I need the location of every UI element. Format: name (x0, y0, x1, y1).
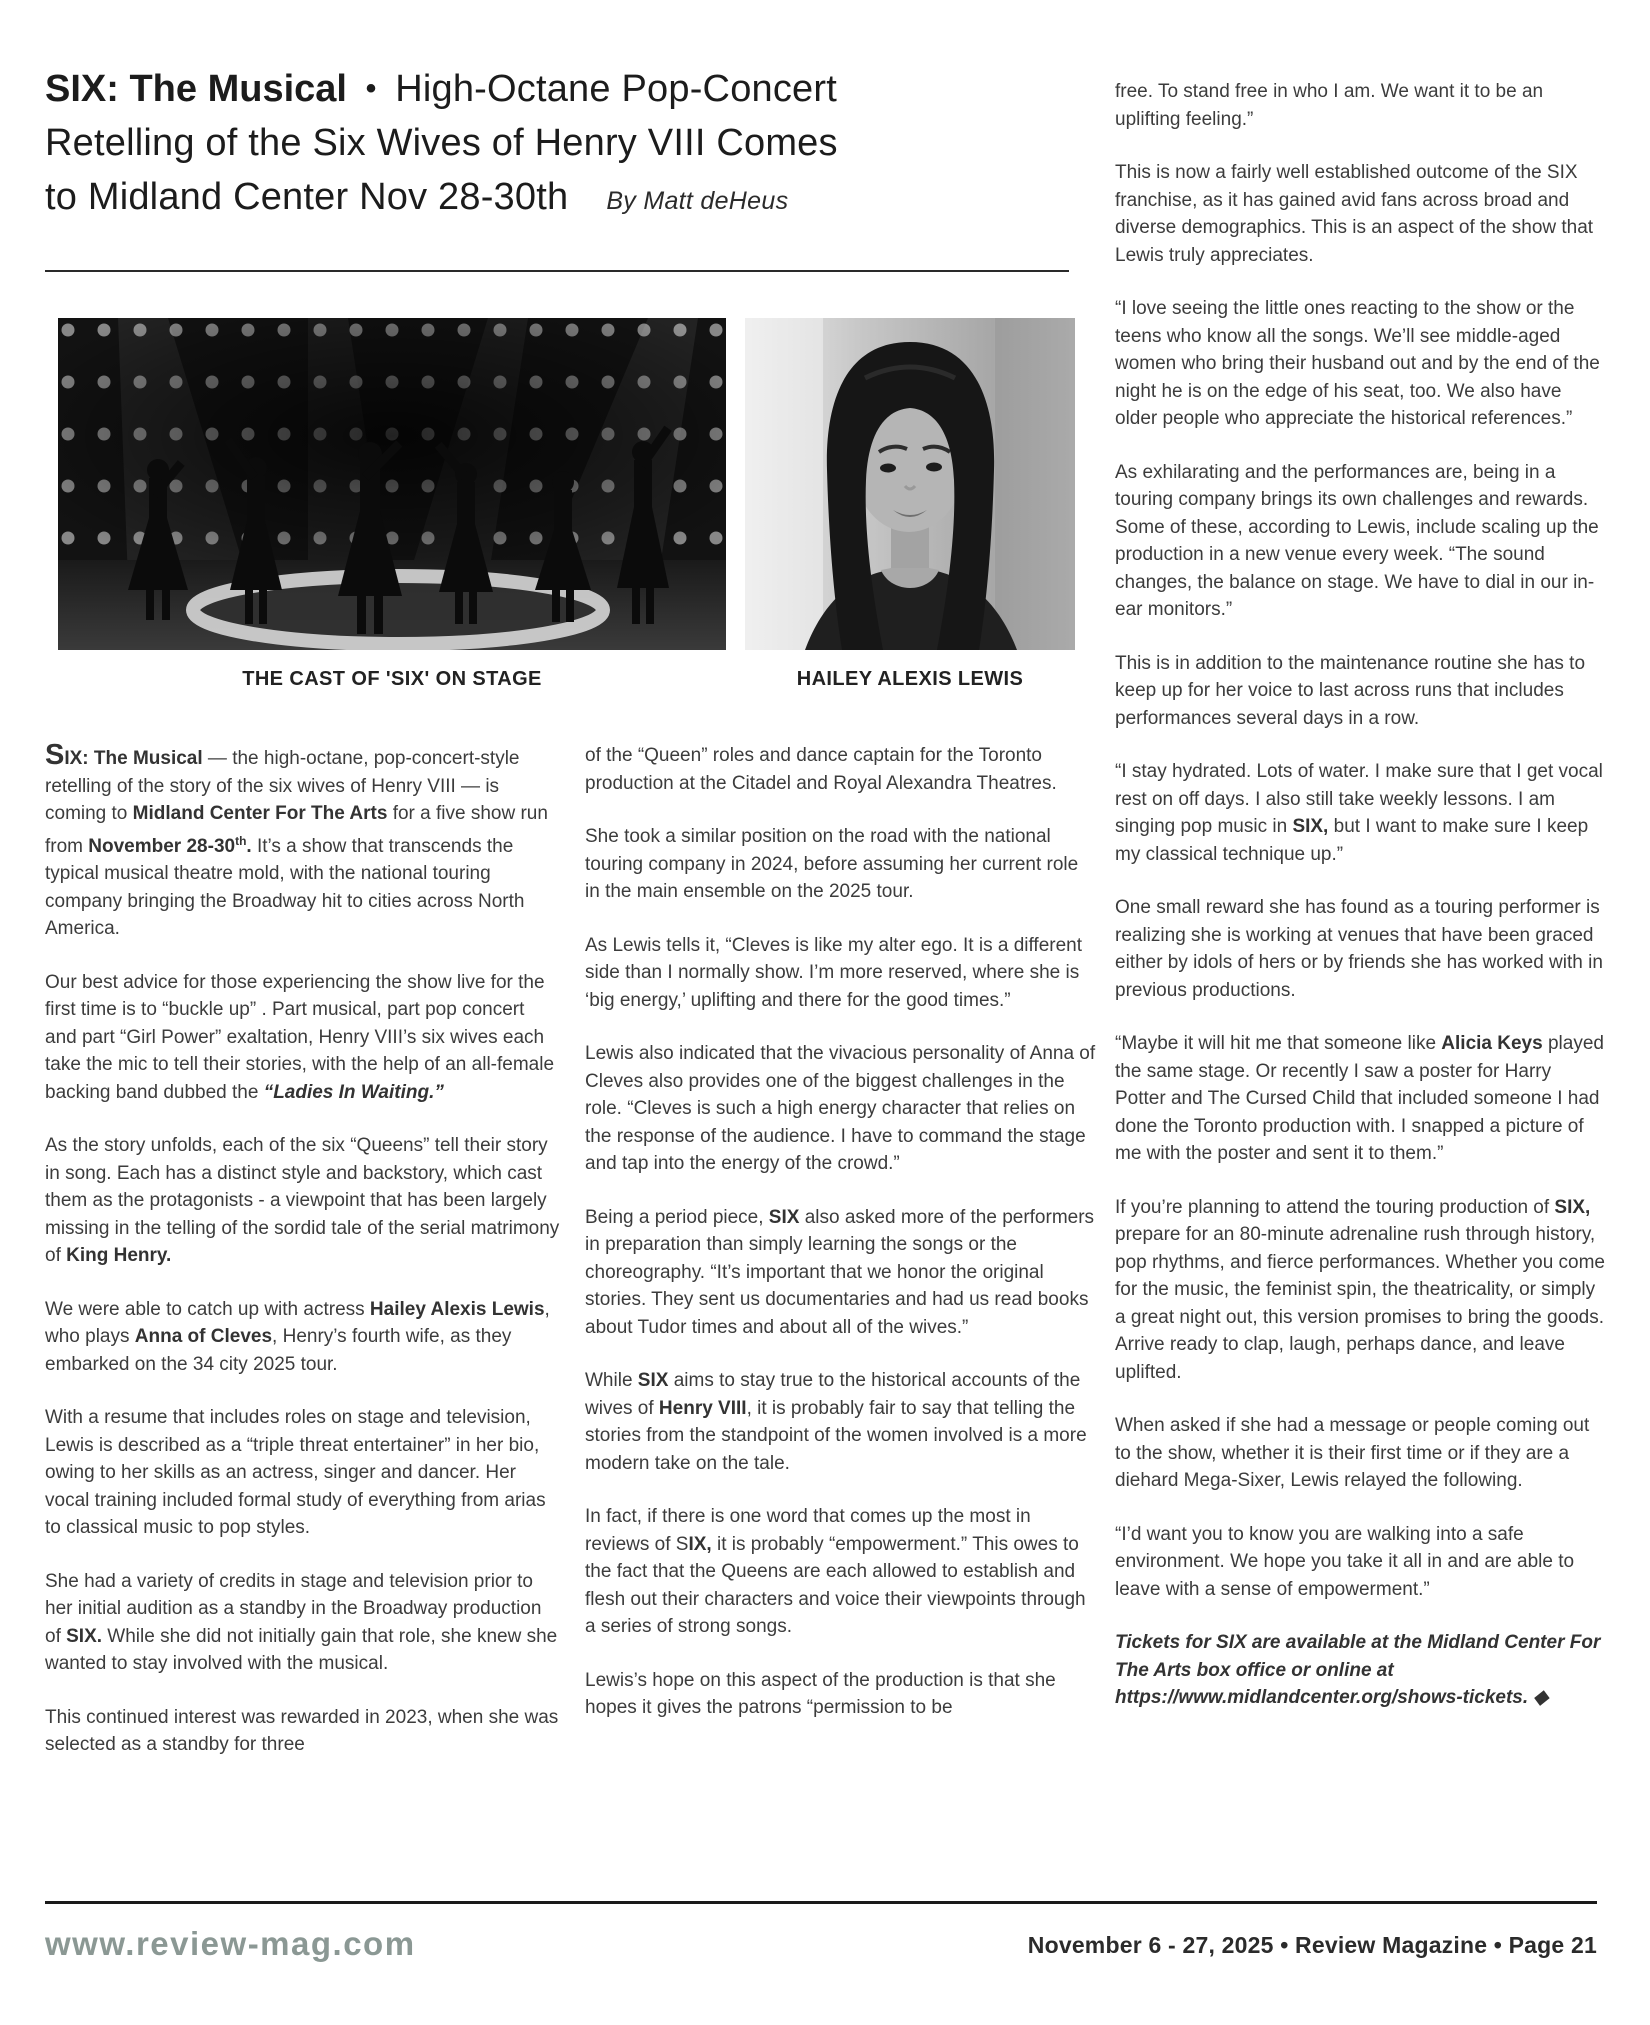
title-show-name: SIX: The Musical (45, 68, 347, 110)
text-run: Lewis also indicated that the vivacious personality of Anna of Cleves also provides one of the biggest challenges in the role. “Cleves is such a high energy character that relies on the response of the audience. I have to command the stage and tap into the energy of the crowd.” (585, 1043, 1096, 1174)
text-run: IX: The Musical (64, 748, 203, 769)
text-run: One small reward she has found as a touring performer is realizing she is working at venues that have been graced either by idols of hers or by friends she has worked with in previous productions. (1115, 897, 1603, 1001)
byline: By Matt deHeus (606, 187, 789, 215)
text-run: November 28-30 (88, 835, 236, 857)
text-run: Being a period piece, (585, 1206, 769, 1228)
text-run: Tickets for SIX are available at the Midland Center For The Arts box office or online at https://www.midlandcenter.org/shows-tickets. ◆ (1115, 1632, 1601, 1708)
paragraph (45, 1404, 561, 1542)
cast-photo-caption: THE CAST OF 'SIX' ON STAGE (242, 668, 542, 690)
footer-issue-info: November 6 - 27, 2025 • Review Magazine • Page 21 (1027, 1932, 1597, 1958)
title-line-2: Retelling of the Six Wives of Henry VIII Comes (45, 122, 838, 164)
paragraph (585, 1367, 1097, 1477)
paragraph (585, 1204, 1097, 1342)
text-run: of the “Queen” roles and dance captain for the Toronto production at the Citadel and Royal Alexandra Theatres. (585, 745, 1057, 794)
title-line-3-text: to Midland Center Nov 28-30th (45, 176, 569, 218)
text-run: “Maybe it will hit me that someone like (1115, 1033, 1442, 1054)
paragraph (585, 1503, 1097, 1641)
paragraph (1115, 650, 1607, 733)
paragraph (585, 932, 1097, 1015)
text-run: free. To stand free in who I am. We want it to be an uplifting feeling.” (1115, 81, 1544, 130)
title-bullet: • (365, 72, 377, 105)
text-run: IX, (688, 1533, 712, 1555)
title-line-1 (45, 62, 1045, 116)
text-run: SIX. (66, 1625, 103, 1647)
text-run: As exhilarating and the performances are, being in a touring company brings its own challenges and rewards. Some of these, according to Lewis, include scaling up the production in a new venue every week. “The sound changes, the balance on stage. We have to dial in our in-ear monitors.” (1115, 461, 1599, 620)
text-run: When asked if she had a message or people coming out to the show, whether it is their first time or if they are a diehard Mega-Sixer, Lewis relayed the following. (1115, 1415, 1590, 1491)
text-run: played the same stage. Or recently I saw a poster for Harry Potter and The Cursed Child that included someone I had done the Toronto production with. I snapped a picture of me with the poster and sent it to them.” (1115, 1033, 1604, 1164)
cast-photo (58, 318, 726, 650)
text-run: We were able to catch up with actress (45, 1298, 370, 1320)
text-run: While (585, 1370, 638, 1391)
paragraph (1115, 1030, 1607, 1168)
article-column-1 (45, 739, 561, 1785)
text-run: “Ladies In Waiting.” (263, 1081, 444, 1103)
text-run: In fact, if there is one word that comes up the most in reviews of S (585, 1506, 1031, 1555)
text-run: th (235, 833, 247, 848)
text-run: SIX (768, 1206, 800, 1228)
text-run: , Henry’s fourth wife, as they embarked on the 34 city 2025 tour. (45, 1326, 512, 1375)
paragraph (585, 1040, 1097, 1178)
text-run: As Lewis tells it, “Cleves is like my alter ego. It is a different side than I normally show. I’m more reserved, where she is ‘big energy,’ uplifting and there for the good times.” (585, 934, 1082, 1011)
footer-website: www.review-mag.com (45, 1925, 416, 1962)
text-run: prepare for an 80-minute adrenaline rush through history, pop rhythms, and fierce performances. Whether you come for the music, the feminist spin, the theatricality, or simply a great night out, this version promises to bring the goods. Arrive ready to clap, laugh, perhaps dance, and leave uplifted. (1115, 1224, 1606, 1383)
text-run: Anna of Cleves (134, 1326, 273, 1347)
cast-photo-illustration (58, 318, 726, 650)
footer-divider (45, 1901, 1597, 1904)
text-run: , it is probably fair to say that telling the stories from the standpoint of the women involved is a more modern take on the tale. (585, 1397, 1087, 1474)
text-run: aims to stay true to the historical accounts of the wives of (585, 1370, 1081, 1419)
text-run: She took a similar position on the road with the national touring company in 2024, before assuming her current role in the main ensemble on the 2025 tour. (585, 826, 1079, 902)
text-run: but I want to make sure I keep my classical technique up.” (1115, 816, 1589, 865)
text-run: it is probably “empowerment.” This owes to the fact that the Queens are each allowed to establish and flesh out their characters and voice their viewpoints through a series of strong songs. (585, 1533, 1086, 1637)
text-run: Henry VIII (658, 1397, 747, 1419)
page-title (45, 62, 1045, 228)
article-column-2 (585, 742, 1097, 1748)
text-run: SIX (637, 1370, 669, 1391)
text-run: If you’re planning to attend the touring production of (1115, 1196, 1555, 1218)
paragraph (45, 969, 561, 1107)
text-run: King Henry. (66, 1245, 172, 1266)
text-run: Lewis’s hope on this aspect of the production is that she hopes it gives the patrons “permission to be (585, 1669, 1056, 1718)
text-run: also asked more of the performers in preparation than simply learning the songs or the choreography. “It’s important that we honor the original stories. They sent us documentaries and had us read books about Tudor times and about all of the wives.” (585, 1206, 1095, 1338)
paragraph (1115, 159, 1607, 269)
text-run: S (45, 739, 65, 771)
paragraph (1115, 758, 1607, 868)
paragraph (45, 1296, 561, 1379)
text-run: It’s a show that transcends the typical musical theatre mold, with the national touring company bringing the Broadway hit to cities across North America. (45, 835, 525, 939)
portrait-photo-caption: HAILEY ALEXIS LEWIS (796, 668, 1024, 690)
text-run: This continued interest was rewarded in 2023, when she was selected as a standby for three (45, 1706, 559, 1755)
paragraph (1115, 459, 1607, 624)
text-run: Hailey Alexis Lewis (369, 1298, 545, 1320)
paragraph (45, 1704, 561, 1759)
title-line-1-rest: High-Octane Pop-Concert (395, 68, 838, 110)
title-line-3 (45, 170, 1045, 228)
text-run: While she did not initially gain that role, she knew she wanted to stay involved with the musical. (45, 1625, 558, 1674)
paragraph (1115, 1521, 1607, 1604)
paragraph (1115, 1194, 1607, 1387)
text-run: SIX, (1554, 1196, 1591, 1218)
text-run: — the high-octane, pop-concert-style retelling of the story of the six wives of Henry VIII — is coming to (45, 748, 520, 824)
paragraph (585, 823, 1097, 906)
paragraph (1115, 78, 1607, 133)
paragraph (1115, 894, 1607, 1004)
paragraph (1115, 1412, 1607, 1495)
text-run: . (246, 835, 252, 857)
text-run: This is in addition to the maintenance routine she has to keep up for her voice to last across runs that includes performances several days in a row. (1115, 652, 1586, 729)
text-run: As the story unfolds, each of the six “Queens” tell their story in song. Each has a distinct style and backstory, which cast them as the protagonists - a viewpoint that has been largely missing in the telling of the sordid tale of the serial matrimony of (45, 1135, 560, 1266)
paragraph (1115, 1629, 1607, 1712)
paragraph (45, 1132, 561, 1270)
text-run: “I love seeing the little ones reacting to the show or the teens who know all the songs. We’ll see middle-aged women who bring their husband out and by the end of the night he is on the edge of his seat, too. We also have older people who appreciate the historical references.” (1115, 298, 1600, 429)
paragraph (585, 742, 1097, 797)
text-run: She had a variety of credits in stage and television prior to her initial audition as a standby in the Broadway production of (45, 1570, 542, 1647)
text-run: “I stay hydrated. Lots of water. I make sure that I get vocal rest on off days. I also still take weekly lessons. I am singing pop music in (1115, 761, 1603, 837)
paragraph (1115, 295, 1607, 433)
text-run: Our best advice for those experiencing the show live for the first time is to “buckle up” . Part musical, part pop concert and part “Girl Power” exaltation, Henry VIII’s six wives each take the mic to tell their stories, with the help of an all-female backing band dubbed the (45, 971, 555, 1103)
paragraph (45, 739, 561, 943)
title-divider (45, 270, 1069, 272)
portrait-photo-illustration (745, 318, 1075, 650)
text-run: With a resume that includes roles on stage and television, Lewis is described as a “triple threat entertainer” in her bio, owing to her skills as an actress, singer and dancer. Her vocal training included formal study of everything from arias to classical music to pop styles. (45, 1407, 546, 1538)
paragraph (585, 1667, 1097, 1722)
article-column-3 (1115, 78, 1607, 1738)
text-run: “I’d want you to know you are walking into a safe environment. We hope you take it all in and are able to leave with a sense of empowerment.” (1115, 1523, 1575, 1600)
portrait-photo (745, 318, 1075, 650)
text-run: This is now a fairly well established outcome of the SIX franchise, as it has gained avid fans across broad and diverse demographics. This is an aspect of the show that Lewis truly appreciates. (1115, 162, 1594, 266)
text-run: Alicia Keys (1441, 1033, 1543, 1054)
text-run: , who plays (45, 1298, 550, 1347)
text-run: for a five show run from (45, 803, 548, 857)
paragraph (45, 1568, 561, 1678)
text-run: SIX, (1292, 816, 1329, 837)
text-run: Midland Center For The Arts (132, 803, 388, 824)
